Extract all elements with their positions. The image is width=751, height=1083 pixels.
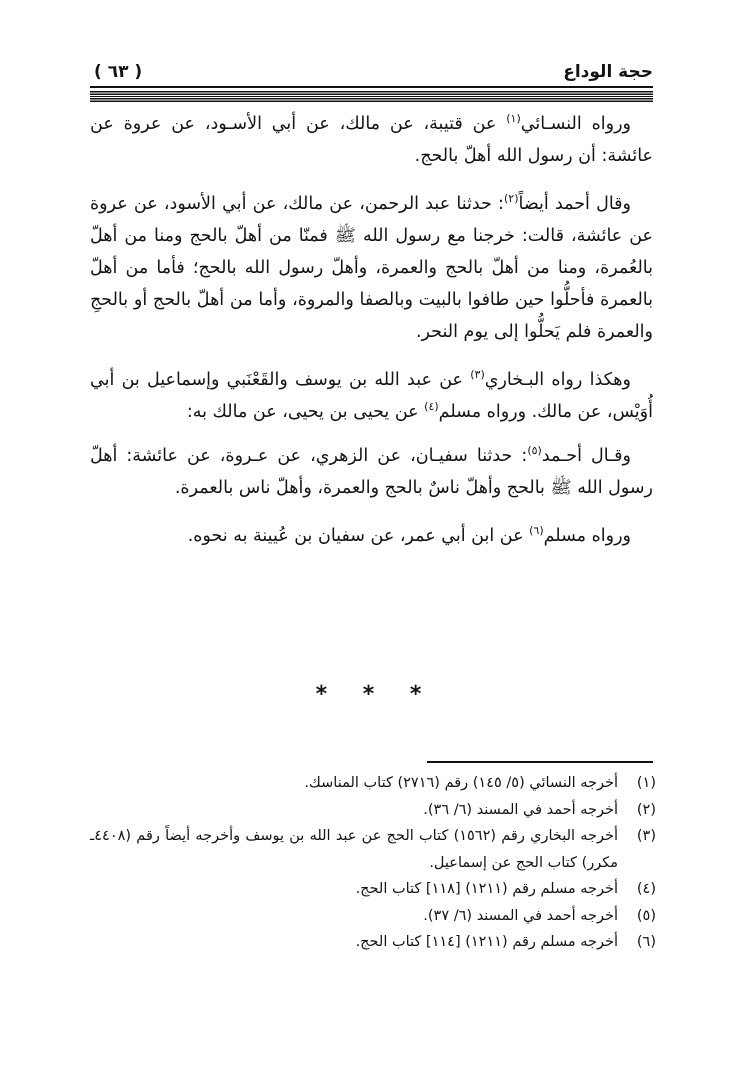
footnote-text: أخرجه أحمد في المسند (٦/ ٣٧). (423, 907, 618, 924)
chapter-title: حجة الوداع (563, 62, 653, 82)
footnote-text: أخرجه النسائي (٥/ ١٤٥) رقم (٢٧١٦) كتاب المناسك. (304, 775, 618, 791)
footnote-ref: (٢) (503, 192, 519, 205)
footnote-number: (٦) (636, 934, 656, 950)
footnote-ref: (٣) (470, 368, 485, 381)
footnote-item (90, 876, 656, 903)
footnote-number: (٥) (636, 907, 656, 924)
footnote-ref: (٤) (424, 400, 439, 413)
paragraph-1 (90, 108, 653, 172)
footnote-ref: (٦) (529, 524, 544, 537)
footnote-text: أخرجه مسلم رقم (١٢١١) [١١٤] كتاب الحج. (355, 934, 618, 950)
footnote-item (90, 823, 656, 876)
paragraph-4 (90, 440, 653, 504)
paragraph-text: وهكذا رواه البـخاري (484, 370, 631, 390)
footnote-text: أخرجه مسلم رقم (١٢١١) [١١٨] كتاب الحج. (355, 881, 618, 897)
paragraph-text: عن ابن أبي عمر، عن سفيان بن عُيينة به نحوه. (187, 526, 530, 546)
footnote-item (90, 770, 656, 797)
main-text (90, 108, 653, 568)
paragraph-text: : حدثنا عبد الرحمن، عن مالك، عن أبي الأسود، عن عروة عن عائشة، قالت: خرجنا مع رسول الله ﷺ فمنّا من أهلّ بالحج ومنا من أهلّ بالعُمرة، ومنا من أهلّ بالحج والعمرة، وأهلّ رسول الله بالحج؛ فأما من أهلّ بالعمرة فأحلُّوا حين طافوا بالبيت وبالصفا والمروة، وأما من أهلّ بالحج أو بالحجِ والعمرة فلم يَحلُّوا إلى يوم النحر. (90, 194, 653, 342)
footnote-ref: (١) (506, 112, 521, 125)
footnote-number: (٣) (636, 828, 656, 844)
paragraph-2 (90, 188, 653, 348)
footnotes (90, 770, 656, 956)
paragraph-text: وقال أحمد أيضاً (518, 194, 632, 214)
footnote-item (90, 903, 656, 930)
footnote-item (90, 929, 656, 956)
paragraph-text: ورواه النسـائي (520, 114, 631, 134)
header-rule-thin (90, 86, 653, 88)
page-number: ( ٦٣ ) (94, 62, 143, 82)
footnote-text: أخرجه أحمد في المسند (٦/ ٣٦). (423, 801, 618, 818)
running-header (90, 56, 653, 86)
footnote-item (90, 797, 656, 824)
header-rule-thick (90, 91, 653, 102)
footnote-number: (١) (636, 775, 656, 791)
footnote-number: (٤) (636, 881, 656, 897)
footnote-ref: (٥) (527, 444, 542, 457)
footnote-rule (427, 761, 653, 763)
footnote-text: أخرجه البخاري رقم (١٥٦٢) كتاب الحج عن عبد الله بن يوسف وأخرجه أيضاً رقم (٤٤٠٨ـ مكرر) كتاب الحج عن إسماعيل. (90, 828, 618, 871)
paragraph-text: وقـال أحـمد (541, 446, 631, 466)
paragraph-5 (90, 520, 653, 552)
paragraph-text: ورواه مسلم (543, 526, 631, 546)
paragraph-text: عن قتيبة، عن مالك، عن أبي الأسـود، عن عروة عن عائشة: أن رسول الله أهلّ بالحج. (90, 114, 653, 166)
paragraph-text: عن يحيى بن يحيى، عن مالك به: (186, 402, 425, 422)
section-separator: * * * (315, 682, 436, 707)
footnote-number: (٢) (636, 801, 656, 818)
paragraph-3 (90, 364, 653, 428)
paragraph-text: عن عبد الله بن يوسف والقَعْنَبي وإسماعيل بن أبي أُوَيْس، عن مالك. ورواه مسلم (90, 370, 653, 422)
paragraph-text: : حدثنا سفيـان، عن الزهري، عن عـروة، عن عائشة: أهلّ رسول الله ﷺ بالحج وأهلّ ناسٌ بالحج والعمرة، وأهلّ ناس بالعمرة. (90, 446, 653, 498)
